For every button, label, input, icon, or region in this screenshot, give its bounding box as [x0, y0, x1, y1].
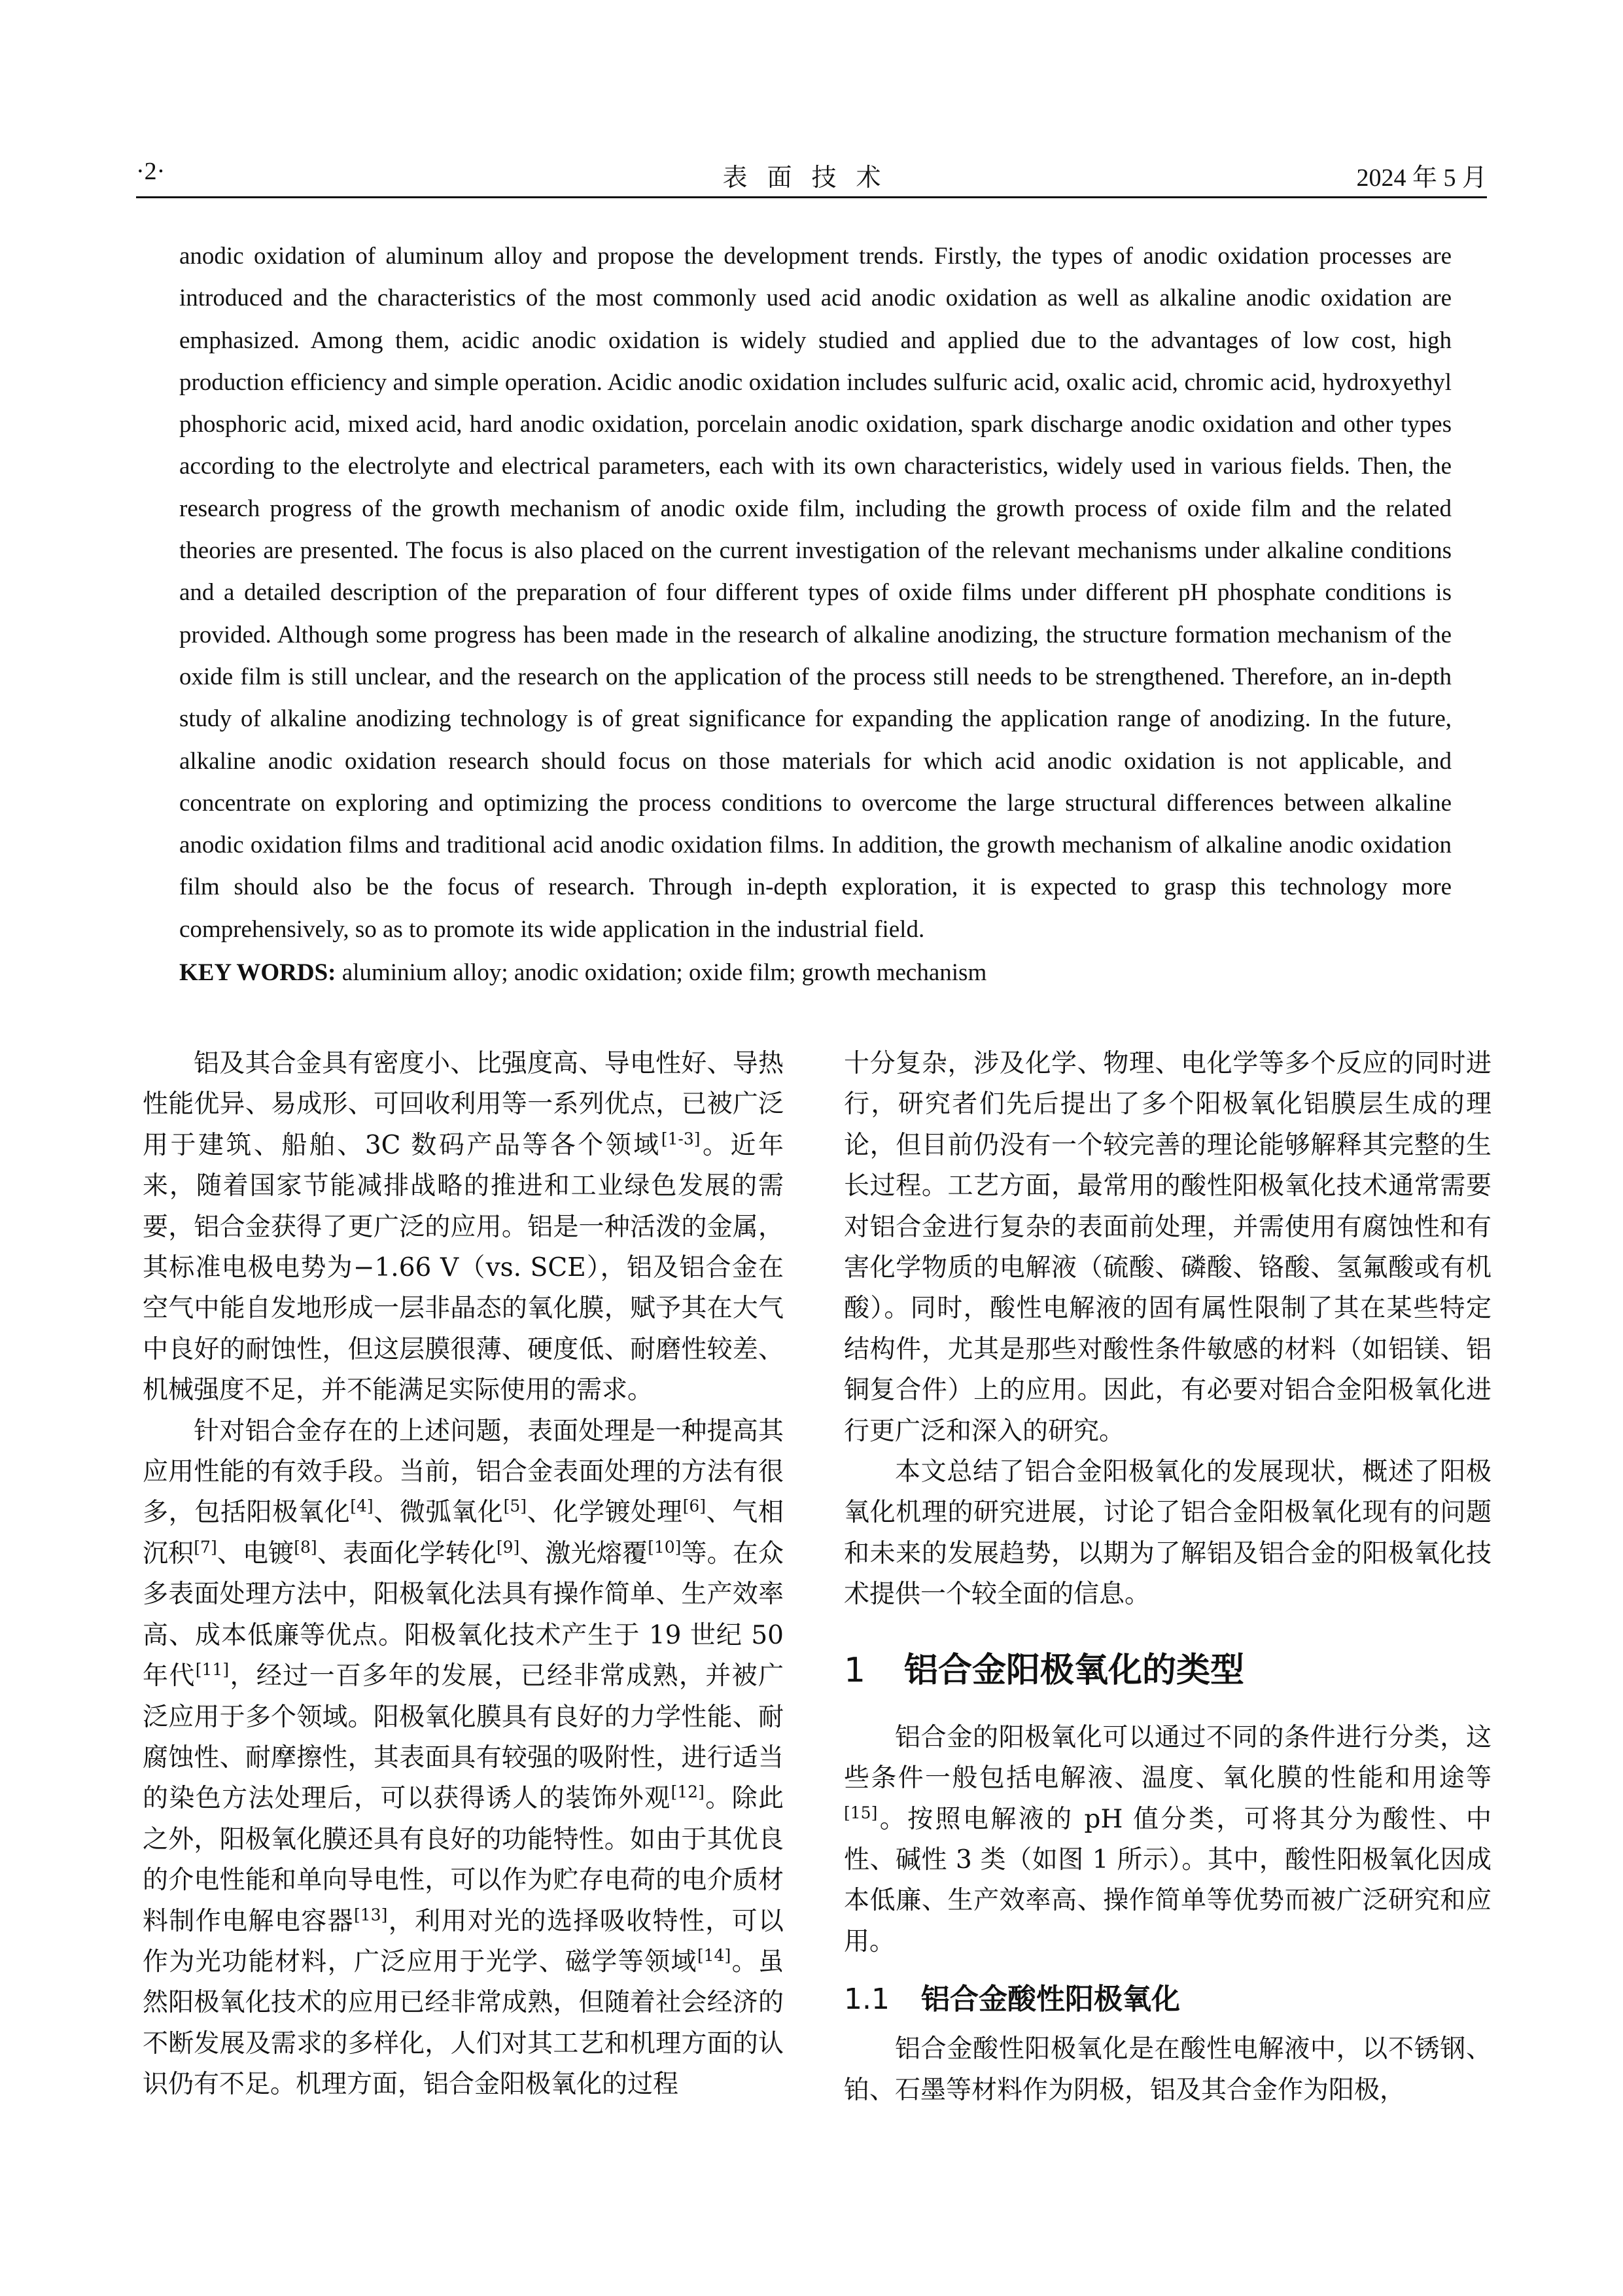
citation: [8]: [294, 1537, 317, 1557]
citation: [7]: [194, 1537, 217, 1557]
paragraph-summary: 本文总结了铝合金阳极氧化的发展现状，概述了阳极氧化机理的研究进展，讨论了铝合金阳极氧化现有的问题和未来的发展趋势，以期为了解铝及铝合金的阳极氧化技术提供一个较全面的信息。: [844, 1457, 1492, 1610]
keywords-text: aluminium alloy; anodic oxidation; oxide film; growth mechanism: [341, 959, 987, 986]
keywords-label: KEY WORDS:: [179, 959, 336, 986]
section-title: 铝合金阳极氧化的类型: [904, 1650, 1245, 1690]
abstract-text: anodic oxidation of aluminum alloy and propose the development trends. Firstly, the types of anodic oxidation processes are introduced and the characteristics of the most commonly used acid anodic oxidation as well as alkaline anodic oxidation are emphasized. Among them, acidic anodic oxidation is widely studied and applied due to the advantages of low cost, high production efficiency and simple operation. Acidic anodic oxidation includes sulfuric acid, oxalic acid, chromic acid, hydroxyethyl phosphoric acid, mixed acid, hard anodic oxidation, porcelain anodic oxidation, spark discharge anodic oxidation and other types according to the electrolyte and electrical parameters, each with its own characteristics, widely used in various fields. Then, the research progress of the growth mechanism of anodic oxide film, including the growth process of oxide film and the related theories are presented. The focus is also placed on the current investigation of the relevant mechanisms under alkaline conditions and a detailed description of the preparation of four different types of oxide films under different pH phosphate conditions is provided. Although some progress has been made in the research of alkaline anodizing, the structure formation mechanism of the oxide film is still unclear, and the research on the application of the process still needs to be strengthened. Therefore, an in-depth study of alkaline anodizing technology is of great significance for expanding the application range of anodizing. In the future, alkaline anodic oxidation research should focus on those materials for which acid anodic oxidation is not applicable, and concentrate on exploring and optimizing the process conditions to overcome the large structural differences between alkaline anodic oxidation films and traditional acid anodic oxidation films. In addition, the growth mechanism of alkaline anodic oxidation film should also be the focus of research. Through in-depth exploration, it is expected to grasp this technology more comprehensively, so as to promote its wide application in the industrial field.: [179, 243, 1452, 943]
section-heading-1: [844, 1647, 1492, 1694]
paragraph-intro: 铝及其合金具有密度小、比强度高、导电性好、导热性能优异、易成形、可回收利用等一系列优点，已被广泛用于建筑、船舶、3C 数码产品等各个领域[1-3]。近年来，随着国家节能减排战略的推进和工业绿色发展的需要，铝合金获得了更广泛的应用。铝是一种活泼的金属，其标准电极电势为−1.66 V（vs. SCE），铝及铝合金在空气中能自发地形成一层非晶态的氧化膜，赋予其在大气中良好的耐蚀性，但这层膜很薄、硬度低、耐磨性较差、机械强度不足，并不能满足实际使用的需求。: [143, 1049, 784, 1405]
paragraph-acidic: 铝合金酸性阳极氧化是在酸性电解液中，以不锈钢、铂、石墨等材料作为阴极，铝及其合金作为阳极，: [844, 2034, 1492, 2105]
citation: [6]: [682, 1496, 706, 1516]
section-title: 铝合金酸性阳极氧化: [921, 1983, 1180, 2017]
paragraph-types: 铝合金的阳极氧化可以通过不同的条件进行分类，这些条件一般包括电解液、温度、氧化膜的性能和用途等[15]。按照电解液的 pH 值分类，可将其分为酸性、中性、碱性 3 类（如图 1 所示）。其中，酸性阳极氧化因成本低廉、生产效率高、操作简单等优势而被广泛研究和应用。: [844, 1722, 1492, 1956]
citation: [4]: [350, 1496, 374, 1516]
citation: [10]: [648, 1537, 682, 1557]
paragraph-surface-treatment: 针对铝合金存在的上述问题，表面处理是一种提高其应用性能的有效手段。当前，铝合金表面处理的方法有很多，包括阳极氧化[4]、微弧氧化[5]、化学镀处理[6]、气相沉积[7]、电镀[8]、表面化学转化[9]、激光熔覆[10]等。在众多表面处理方法中，阳极氧化法具有操作简单、生产效率高、成本低廉等优点。阳极氧化技术产生于 19 世纪 50 年代[11]，经过一百多年的发展，已经非常成熟，并被广泛应用于多个领域。阳极氧化膜具有良好的力学性能、耐腐蚀性、耐摩擦性，其表面具有较强的吸附性，进行适当的染色方法处理后，可以获得诱人的装饰外观[12]。除此之外，阳极氧化膜还具有良好的功能特性。如由于其优良的介电性能和单向导电性，可以作为贮存电荷的电介质材料制作电解电容器[13]，利用对光的选择吸收特性，可以作为光功能材料，广泛应用于光学、磁学等领域[14]。虽然阳极氧化技术的应用已经非常成熟，但随着社会经济的不断发展及需求的多样化，人们对其工艺和机理方面的认识仍有不足。机理方面，铝合金阳极氧化的过程: [143, 1416, 784, 2100]
paragraph-continued: 十分复杂，涉及化学、物理、电化学等多个反应的同时进行，研究者们先后提出了多个阳极氧化铝膜层生成的理论，但目前仍没有一个较完善的理论能够解释其完整的生长过程。工艺方面，最常用的酸性阳极氧化技术通常需要对铝合金进行复杂的表面前处理，并需使用有腐蚀性和有害化学物质的电解液（硫酸、磷酸、铬酸、氢氟酸或有机酸）。同时，酸性电解液的固有属性限制了其在某些特定结构件，尤其是那些对酸性条件敏感的材料（如铝镁、铝铜复合件）上的应用。因此，有必要对铝合金阳极氧化进行更广泛和深入的研究。: [844, 1049, 1492, 1446]
keywords: [179, 952, 986, 994]
citation: [1-3]: [661, 1129, 701, 1148]
right-column: [844, 1044, 1492, 2111]
citation: [13]: [354, 1905, 388, 1924]
abstract-english: [179, 236, 1452, 951]
running-header: [136, 150, 1487, 203]
citation: [15]: [844, 1803, 878, 1822]
section-number: 1.1: [844, 1983, 890, 2017]
issue-date: 2024 年 5 月: [1356, 164, 1487, 192]
citation: [14]: [697, 1945, 731, 1965]
citation: [11]: [195, 1660, 230, 1680]
journal-title: 表面技术: [722, 164, 901, 192]
citation: [9]: [496, 1537, 520, 1557]
section-number: 1: [844, 1650, 866, 1690]
left-column: [143, 1044, 784, 2106]
page-number: ·2·: [136, 158, 166, 185]
header-rule: [136, 196, 1487, 198]
citation: [5]: [503, 1496, 527, 1516]
citation: [12]: [671, 1782, 705, 1802]
section-heading-1-1: [844, 1978, 1492, 2021]
